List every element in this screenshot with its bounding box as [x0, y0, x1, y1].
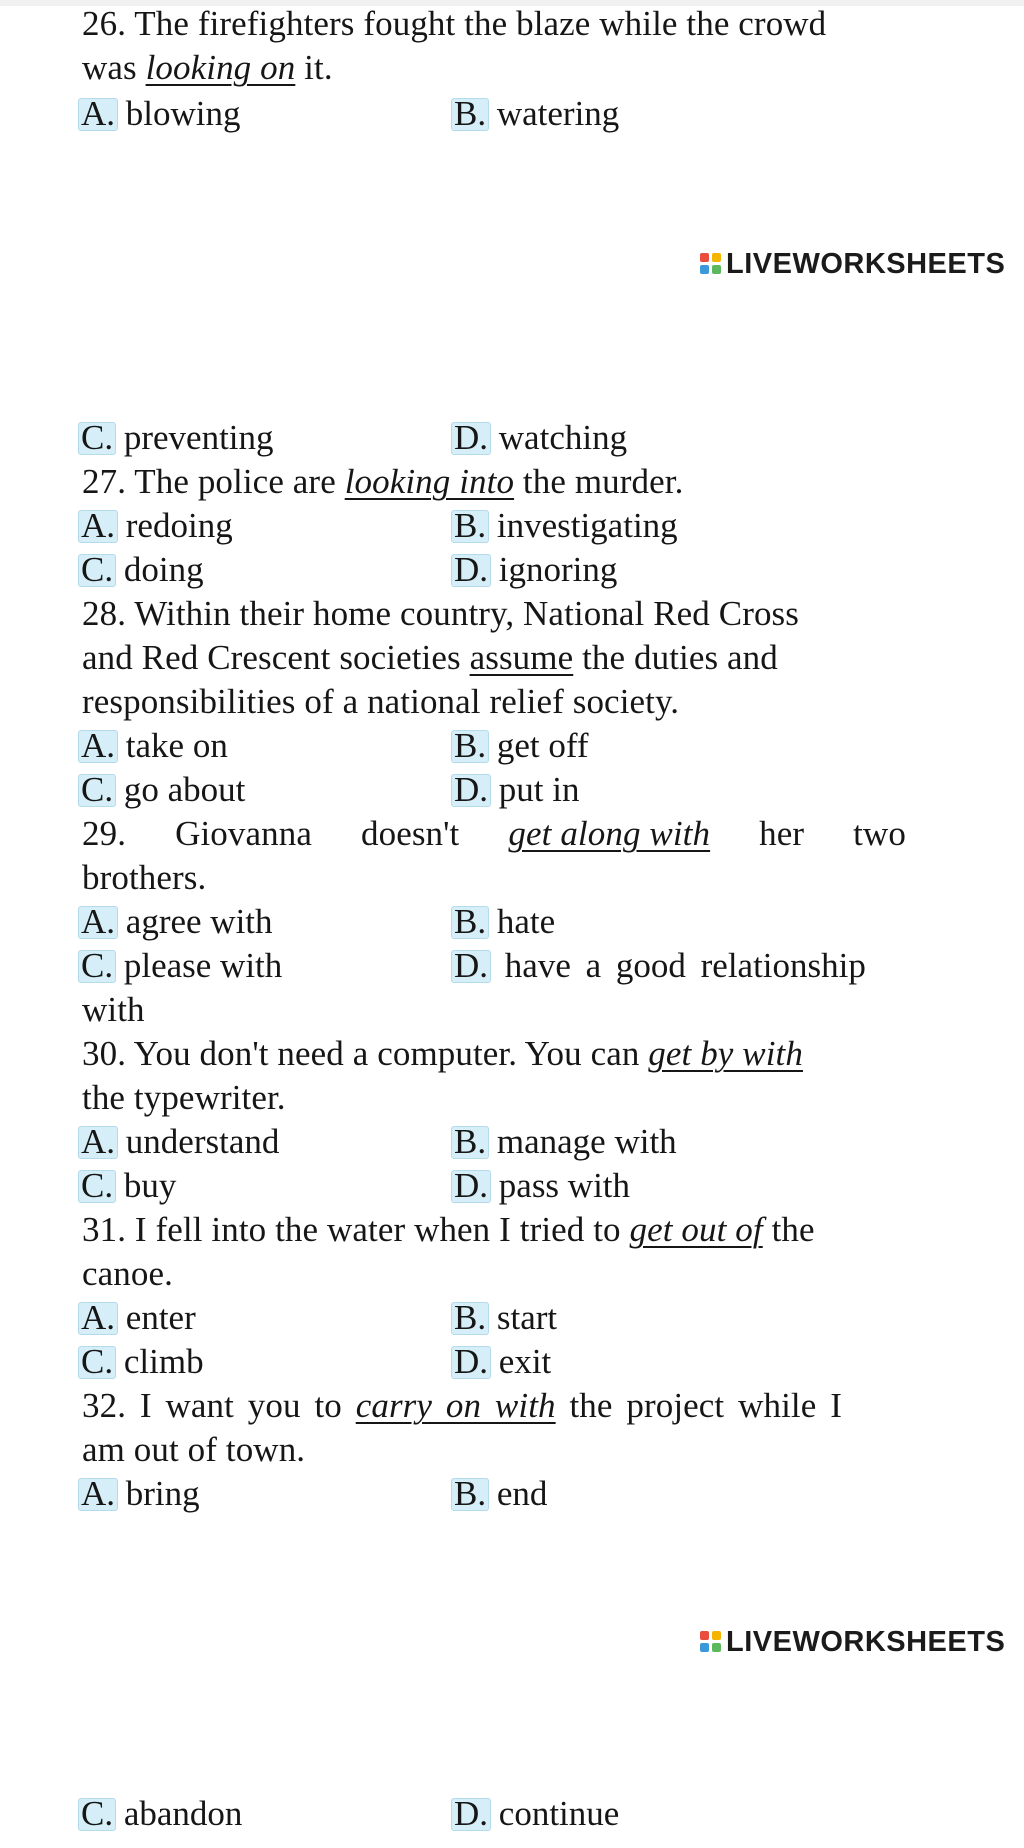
q30-option-b[interactable]: B. manage with: [455, 1120, 677, 1164]
q31-option-a[interactable]: A. enter: [82, 1296, 196, 1340]
liveworksheets-logo: LIVEWORKSHEETS: [700, 1626, 1005, 1659]
q32-option-b[interactable]: B. end: [455, 1472, 547, 1516]
q26-underlined-phrase: looking on: [145, 48, 296, 87]
liveworksheets-logo-icon: [700, 253, 722, 275]
q28-option-c[interactable]: C. go about: [82, 768, 245, 812]
q26-option-d[interactable]: D. watching: [455, 416, 627, 460]
q27-underlined-phrase: looking into: [344, 462, 515, 501]
q32-text-line2: am out of town.: [82, 1430, 306, 1469]
q28-text-line1: 28. Within their home country, National Red Cross: [82, 594, 799, 633]
q31-option-c[interactable]: C. climb: [82, 1340, 204, 1384]
q32-text-line1: 32. I want you to carry on with the project while I: [82, 1386, 842, 1425]
q32-option-d[interactable]: D. continue: [455, 1792, 619, 1836]
q29-option-b[interactable]: B. hate: [455, 900, 555, 944]
q26-option-b[interactable]: B. watering: [455, 92, 619, 136]
q27-option-c[interactable]: C. doing: [82, 548, 204, 592]
q32-option-a[interactable]: A. bring: [82, 1472, 200, 1516]
q28-underlined-word: assume: [469, 638, 574, 677]
liveworksheets-logo-icon: [700, 1631, 722, 1653]
q28-option-a[interactable]: A. take on: [82, 724, 228, 768]
q27-text: 27. The police are looking into the murder.: [82, 462, 684, 501]
q27-option-a[interactable]: A. redoing: [82, 504, 233, 548]
q26-text-line2: was looking on it.: [82, 48, 333, 87]
q31-option-b[interactable]: B. start: [455, 1296, 557, 1340]
q29-text-line1: 29. Giovanna doesn't get along with her two: [82, 812, 906, 856]
q28-option-b[interactable]: B. get off: [455, 724, 589, 768]
q31-text-line2: canoe.: [82, 1254, 173, 1293]
q26-option-c[interactable]: C. preventing: [82, 416, 274, 460]
q29-option-a[interactable]: A. agree with: [82, 900, 273, 944]
q29-option-d-continuation: with: [82, 990, 145, 1029]
liveworksheets-logo: LIVEWORKSHEETS: [700, 248, 1005, 281]
q27-option-d[interactable]: D. ignoring: [455, 548, 617, 592]
q28-text-line3: responsibilities of a national relief society.: [82, 682, 680, 721]
q30-option-a[interactable]: A. understand: [82, 1120, 279, 1164]
q29-option-d[interactable]: D. have a good relationship: [455, 944, 866, 988]
q30-option-c[interactable]: C. buy: [82, 1164, 176, 1208]
q32-underlined-phrase: carry on with: [355, 1386, 556, 1425]
q29-option-c[interactable]: C. please with: [82, 944, 282, 988]
q30-option-d[interactable]: D. pass with: [455, 1164, 630, 1208]
q26-option-a[interactable]: A. blowing: [82, 92, 241, 136]
q28-text-line2: and Red Crescent societies assume the duties and: [82, 638, 778, 677]
q32-option-c[interactable]: C. abandon: [82, 1792, 242, 1836]
q27-option-b[interactable]: B. investigating: [455, 504, 678, 548]
q30-text-line1: 30. You don't need a computer. You can get by with: [82, 1034, 803, 1073]
q26-text-line1: 26. The firefighters fought the blaze while the crowd: [82, 4, 827, 43]
q29-underlined-phrase: get along with: [508, 814, 711, 853]
q29-text-line2: brothers.: [82, 858, 207, 897]
q30-text-line2: the typewriter.: [82, 1078, 286, 1117]
q31-option-d[interactable]: D. exit: [455, 1340, 551, 1384]
q31-text-line1: 31. I fell into the water when I tried to get out of the: [82, 1210, 815, 1249]
q28-option-d[interactable]: D. put in: [455, 768, 579, 812]
q30-underlined-phrase: get by with: [648, 1034, 803, 1073]
q31-underlined-phrase: get out of: [629, 1210, 763, 1249]
